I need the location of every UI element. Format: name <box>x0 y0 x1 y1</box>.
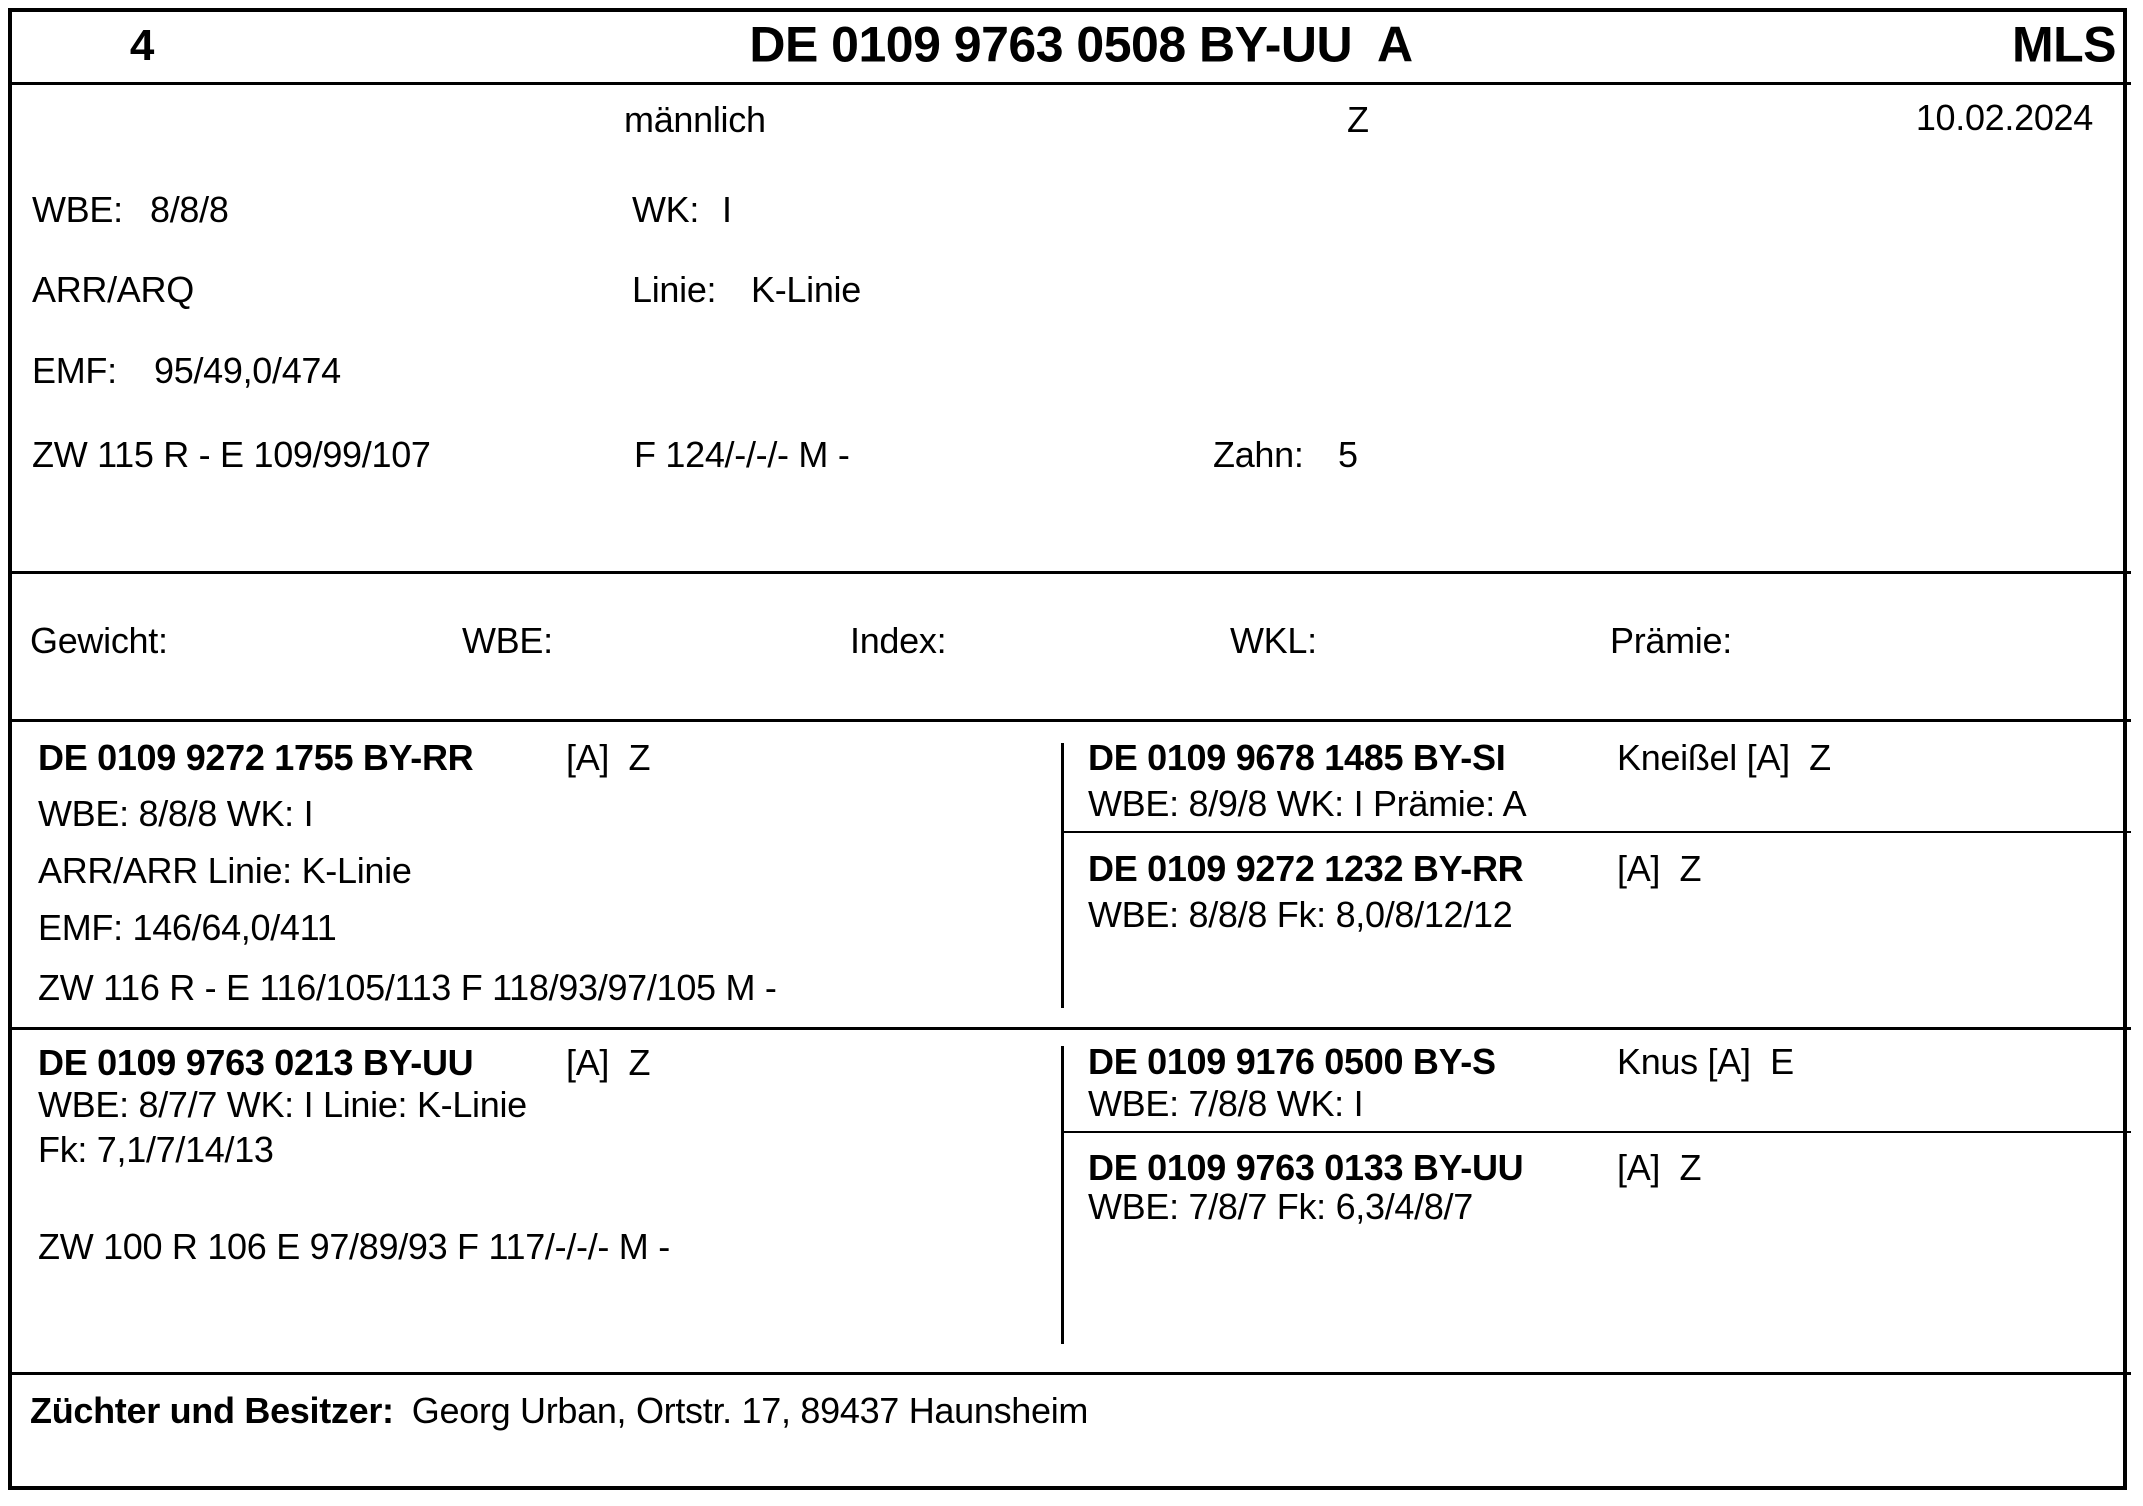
date-value: 10.02.2024 <box>1915 97 2093 139</box>
sire-wbe-line: WBE: 8/8/8 WK: I <box>38 793 314 835</box>
dam-wbe-line: WBE: 8/7/7 WK: I Linie: K-Linie <box>38 1084 527 1126</box>
sire-dam-row-divider <box>12 1027 2131 1030</box>
wk-value: I <box>722 189 732 231</box>
dam-annotation: [A] Z <box>566 1042 651 1084</box>
dam-zw-line: ZW 100 R 106 E 97/89/93 F 117/-/-/- M - <box>38 1226 670 1268</box>
sire-dam-annotation: [A] Z <box>1617 848 1702 890</box>
praemie-column-label: Prämie: <box>1610 620 1732 662</box>
sire-grandparents-divider <box>1061 831 2131 833</box>
sire-dam-wbe-line: WBE: 8/8/8 Fk: 8,0/8/12/12 <box>1088 894 1513 936</box>
wbe-value: 8/8/8 <box>150 189 229 231</box>
sex-value: männlich <box>624 99 766 141</box>
dam-grandparents-divider <box>1061 1131 2131 1133</box>
dam-sire-annotation: Knus [A] E <box>1617 1041 1794 1083</box>
breeder-owner-label: Züchter und Besitzer: <box>30 1390 394 1432</box>
sire-sire-id: DE 0109 9678 1485 BY-SI <box>1088 737 1506 779</box>
dam-dam-id: DE 0109 9763 0133 BY-UU <box>1088 1147 1524 1189</box>
measure-row-divider <box>12 719 2131 722</box>
emf-label: EMF: <box>32 350 117 392</box>
genotype-value: ARR/ARQ <box>32 269 194 311</box>
sire-id: DE 0109 9272 1755 BY-RR <box>38 737 474 779</box>
wbe-column-label: WBE: <box>462 620 553 662</box>
zw-breeding-values: ZW 115 R - E 109/99/107 <box>32 434 431 476</box>
breeder-owner-row <box>30 1391 1088 1431</box>
wkl-column-label: WKL: <box>1230 620 1317 662</box>
dam-sire-id: DE 0109 9176 0500 BY-S <box>1088 1041 1496 1083</box>
org-code: MLS <box>2011 16 2116 73</box>
wbe-row <box>32 189 229 231</box>
sire-annotation: [A] Z <box>566 737 651 779</box>
sire-sire-annotation: Kneißel [A] Z <box>1617 737 1831 779</box>
animal-id-title: DE 0109 9763 0508 BY-UU A <box>749 16 1413 73</box>
header-divider <box>12 82 2131 85</box>
category-code: Z <box>1347 99 1369 141</box>
sire-zw-line: ZW 116 R - E 116/105/113 F 118/93/97/105 M - <box>38 967 777 1009</box>
details-divider <box>12 571 2131 574</box>
gewicht-column-label: Gewicht: <box>30 620 168 662</box>
dam-dam-annotation: [A] Z <box>1617 1147 1702 1189</box>
dam-id: DE 0109 9763 0213 BY-UU <box>38 1042 474 1084</box>
dam-column-divider <box>1061 1046 1064 1344</box>
breeder-owner-value: Georg Urban, Ortstr. 17, 89437 Haunsheim <box>411 1390 1089 1432</box>
zahn-value: 5 <box>1338 434 1358 476</box>
f-breeding-values: F 124/-/-/- M - <box>634 434 850 476</box>
linie-row <box>632 269 861 311</box>
wbe-label: WBE: <box>32 189 123 231</box>
dam-fk-line: Fk: 7,1/7/14/13 <box>38 1129 274 1171</box>
sire-column-divider <box>1061 743 1064 1008</box>
sire-dam-id: DE 0109 9272 1232 BY-RR <box>1088 848 1524 890</box>
index-column-label: Index: <box>850 620 947 662</box>
wk-label: WK: <box>632 189 700 231</box>
wk-row <box>632 189 732 231</box>
linie-label: Linie: <box>632 269 717 311</box>
dam-dam-wbe-line: WBE: 7/8/7 Fk: 6,3/4/8/7 <box>1088 1186 1473 1228</box>
sire-emf-line: EMF: 146/64,0/411 <box>38 907 337 949</box>
dam-sire-wbe-line: WBE: 7/8/8 WK: I <box>1088 1083 1364 1125</box>
catalog-number: 4 <box>129 20 155 70</box>
emf-value: 95/49,0/474 <box>154 350 341 392</box>
footer-divider <box>12 1372 2131 1375</box>
sire-sire-wbe-line: WBE: 8/9/8 WK: I Prämie: A <box>1088 783 1527 825</box>
emf-row <box>32 350 341 392</box>
sire-genotype-line: ARR/ARR Linie: K-Linie <box>38 850 412 892</box>
zahn-row <box>1213 434 1358 476</box>
zahn-label: Zahn: <box>1213 434 1304 476</box>
linie-value: K-Linie <box>751 269 861 311</box>
